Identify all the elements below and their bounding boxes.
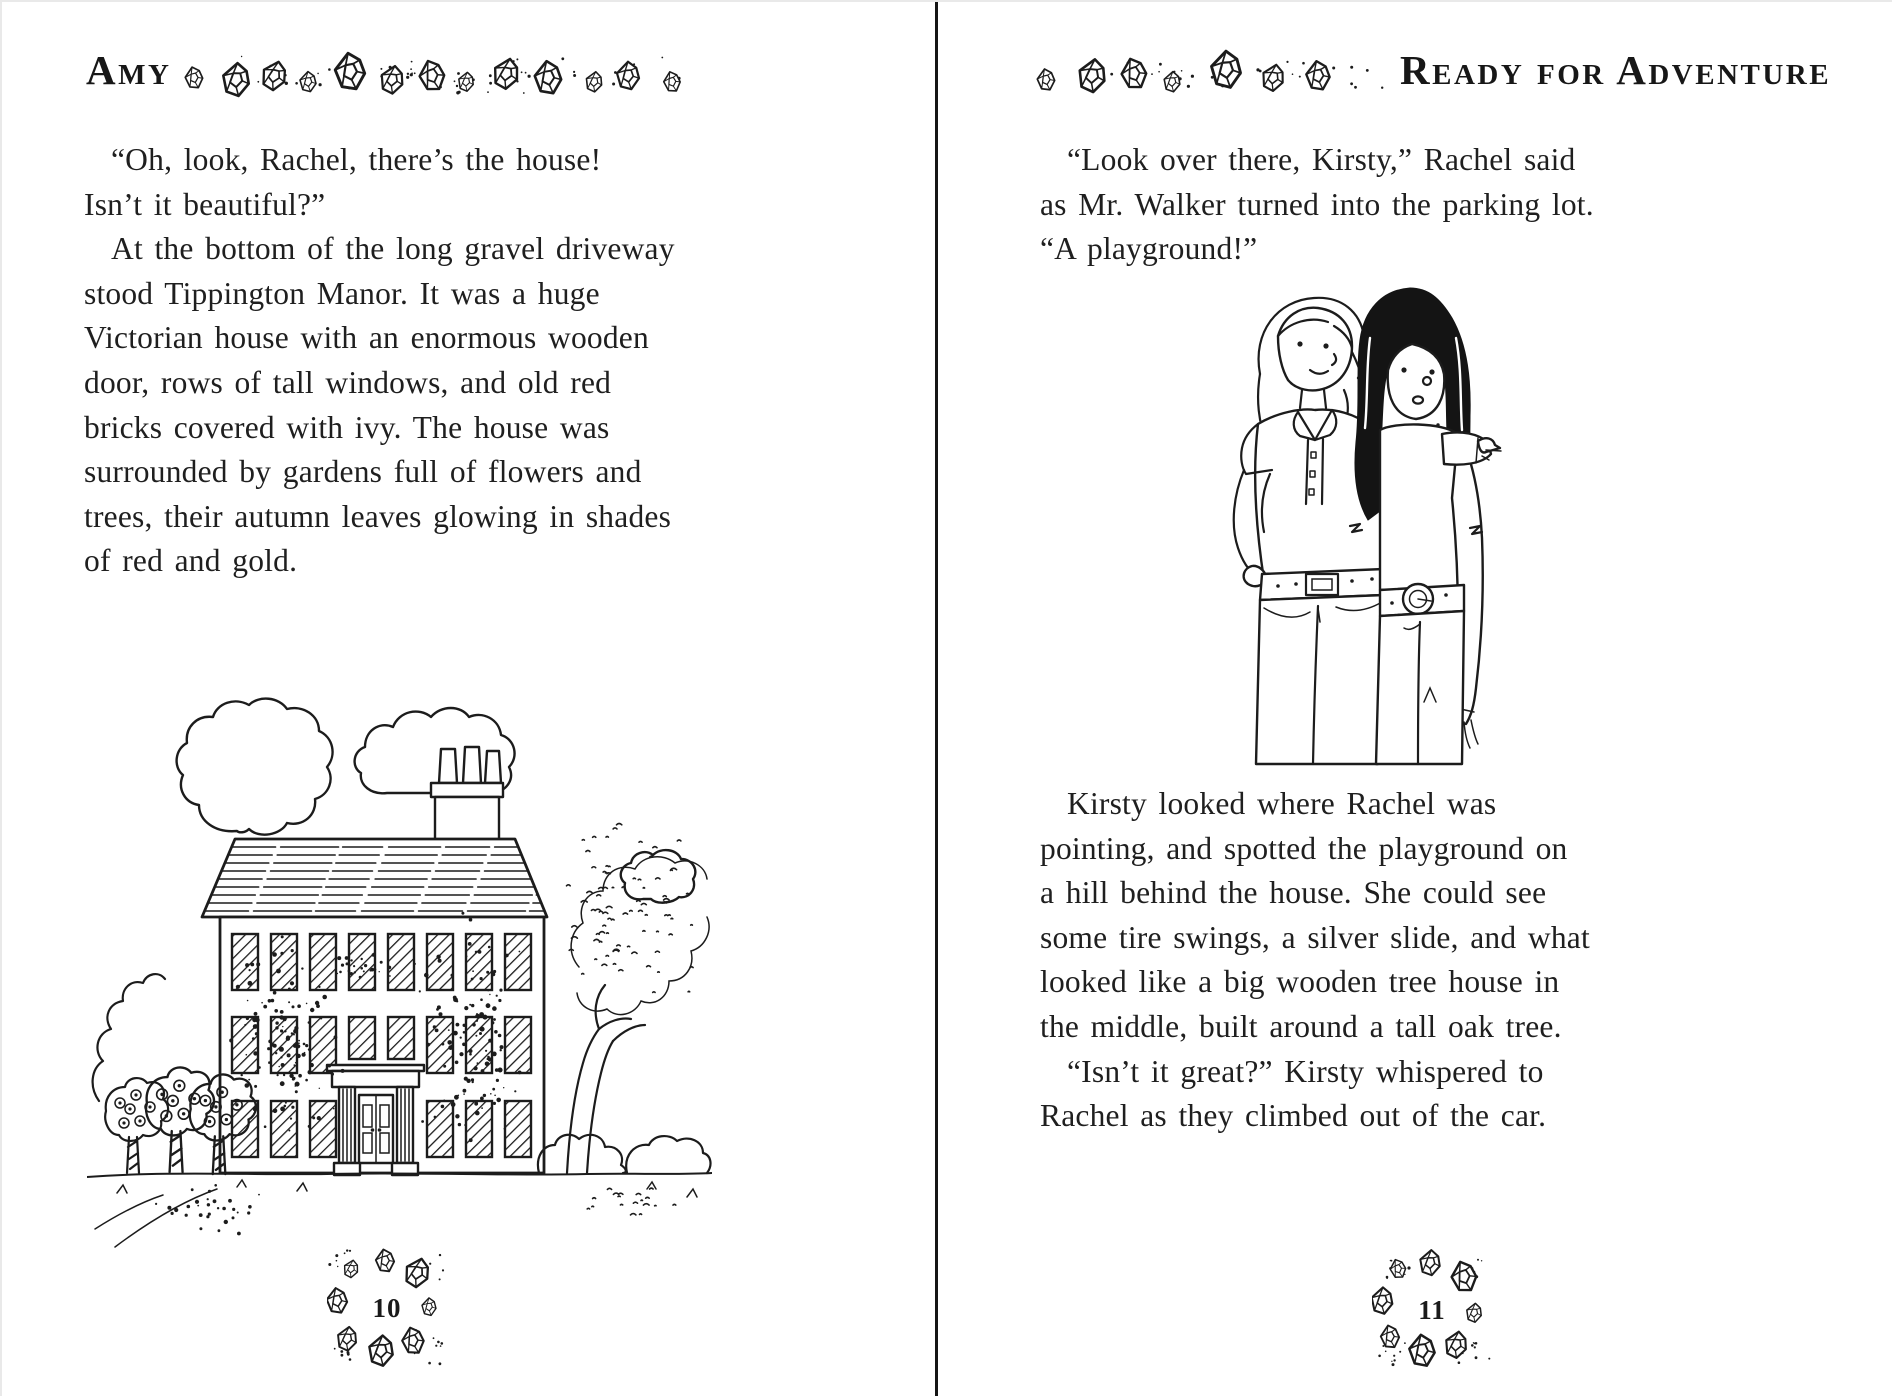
front-door-portico [327, 1065, 424, 1175]
paragraph [84, 227, 709, 584]
chimney [431, 747, 503, 841]
text-line: stood Tippington Manor. It was a huge [84, 275, 600, 311]
text-line: trees, their autumn leaves glowing in shades [84, 498, 672, 534]
page-number: 10 [372, 1293, 402, 1323]
rachel-kirsty-illustration [1194, 278, 1504, 768]
right-page-number-medallion [1372, 1249, 1492, 1373]
bushes [538, 1135, 711, 1173]
right-page-text-bottom [1040, 782, 1700, 1139]
left-page-text [84, 138, 709, 584]
page-divider [935, 2, 938, 1396]
kirsty-pointing-arm [1442, 432, 1501, 464]
text-line: door, rows of tall windows, and old red [84, 364, 612, 400]
text-line: Kirsty looked where Rachel was [1067, 786, 1497, 821]
text-line: Rachel as they climbed out of the car. [1040, 1098, 1547, 1134]
manor-illustration [87, 617, 712, 1249]
kirsty-jeans [1376, 611, 1464, 764]
ground [87, 1173, 712, 1247]
text-line: surrounded by gardens full of flowers and [84, 454, 642, 490]
text-line: Victorian house with an enormous wooden [84, 320, 649, 356]
text-line: pointing, and spotted the playground on [1040, 830, 1568, 866]
paragraph [1040, 138, 1700, 272]
text-line: of red and gold. [84, 543, 298, 579]
rachel-neck [1300, 390, 1326, 408]
text-line: a hill behind the house. She could see [1040, 875, 1547, 911]
left-gem-ornament-strip [180, 42, 695, 106]
left-running-head: Amy [86, 47, 172, 93]
page-number: 11 [1418, 1295, 1446, 1325]
text-line: bricks covered with ivy. The house was [84, 409, 610, 445]
text-line: as Mr. Walker turned into the parking lot. [1040, 186, 1594, 222]
right-running-head: Ready for Adventure [1400, 47, 1832, 93]
right-page-text-top [1040, 138, 1700, 272]
text-line: “Look over there, Kirsty,” Rachel said [1067, 142, 1576, 177]
paragraph [84, 138, 709, 227]
rachel-jeans [1256, 595, 1384, 764]
paragraph [1040, 782, 1700, 1050]
text-line: some tire swings, a silver slide, and what [1040, 919, 1590, 955]
text-line: Isn’t it beautiful?” [84, 186, 326, 222]
text-line: At the bottom of the long gravel driveway [111, 231, 675, 267]
roof [202, 839, 547, 917]
text-line: the middle, built around a tall oak tree. [1040, 1008, 1562, 1044]
text-line: “Oh, look, Rachel, there’s the house! [111, 142, 602, 177]
left-page-number-medallion [327, 1247, 447, 1371]
text-line: “Isn’t it great?” Kirsty whispered to [1067, 1053, 1544, 1089]
right-gem-ornament-strip [1030, 42, 1390, 106]
text-line: “A playground!” [1040, 231, 1258, 267]
text-line: looked like a big wooden tree house in [1040, 964, 1560, 1000]
kirsty-face [1388, 344, 1445, 419]
paragraph [1040, 1050, 1700, 1139]
